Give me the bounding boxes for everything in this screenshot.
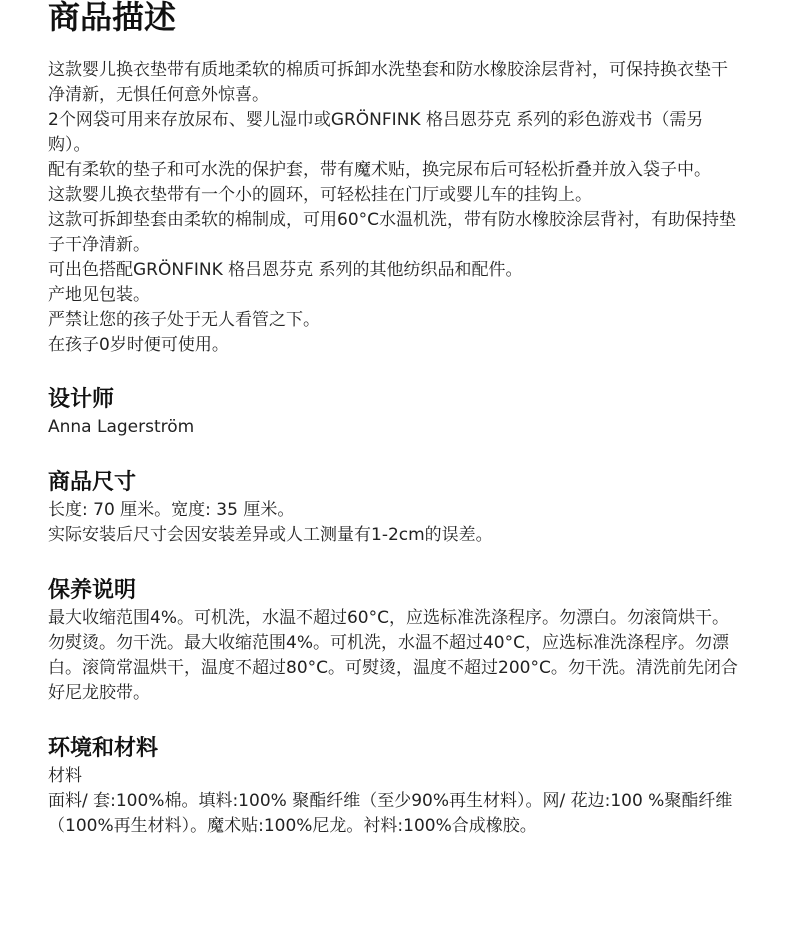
product-description-title: 商品描述 <box>48 0 177 36</box>
dimensions-line: 长度: 70 厘米。宽度: 35 厘米。 <box>48 500 295 520</box>
dimensions-note: 实际安装后尺寸会因安装差异或人工测量有1-2cm的误差。 <box>48 525 493 545</box>
product-info-page <box>48 0 742 839</box>
dimensions-section <box>48 468 742 548</box>
care-section <box>48 576 742 706</box>
care-text: 最大收缩范围4%。可机洗，水温不超过60°C，应选标准洗涤程序。勿漂白。勿滚筒烘干。勿熨烫。勿干洗。最大收缩范围4%。可机洗，水温不超过40°C，应选标准洗涤程序。勿漂白。滚筒常温烘干，温度不超过80°C。可熨烫，温度不超过200°C。勿干洗。清洗前先闭合好尼龙胶带。 <box>48 608 738 703</box>
description-paragraph: 这款可拆卸垫套由柔软的棉制成，可用60°C水温机洗，带有防水橡胶涂层背衬，有助保持垫子干净清新。 <box>48 210 737 255</box>
materials-text: 面料/ 套:100%棉。填料:100% 聚酯纤维（至少90%再生材料）。网/ 花边:100 %聚酯纤维（100%再生材料）。魔术贴:100%尼龙。衬料:100%合成橡胶。 <box>48 791 733 836</box>
description-paragraph: 严禁让您的孩子处于无人看管之下。 <box>48 310 320 330</box>
description-paragraph: 可出色搭配GRÖNFINK 格吕恩芬克 系列的其他纺织品和配件。 <box>48 260 523 280</box>
materials-subtitle: 材料 <box>48 766 82 786</box>
dimensions-title: 商品尺寸 <box>48 470 137 495</box>
product-description-body <box>48 58 742 358</box>
care-title: 保养说明 <box>48 578 137 603</box>
designer-name: Anna Lagerström <box>48 417 195 437</box>
designer-section <box>48 385 742 440</box>
description-paragraph: 产地见包装。 <box>48 285 150 305</box>
description-paragraph: 2个网袋可用来存放尿布、婴儿湿巾或GRÖNFINK 格吕恩芬克 系列的彩色游戏书（需另购）。 <box>48 110 704 155</box>
environment-section <box>48 734 742 839</box>
description-paragraph: 配有柔软的垫子和可水洗的保护套，带有魔术贴，换完尿布后可轻松折叠并放入袋子中。 <box>48 160 711 180</box>
description-paragraph: 这款婴儿换衣垫带有一个小的圆环，可轻松挂在门厅或婴儿车的挂钩上。 <box>48 185 592 205</box>
description-paragraph: 这款婴儿换衣垫带有质地柔软的棉质可拆卸水洗垫套和防水橡胶涂层背衬，可保持换衣垫干净清新，无惧任何意外惊喜。 <box>48 60 728 105</box>
environment-title: 环境和材料 <box>48 736 159 761</box>
designer-title: 设计师 <box>48 387 115 412</box>
description-paragraph: 在孩子0岁时便可使用。 <box>48 335 229 355</box>
